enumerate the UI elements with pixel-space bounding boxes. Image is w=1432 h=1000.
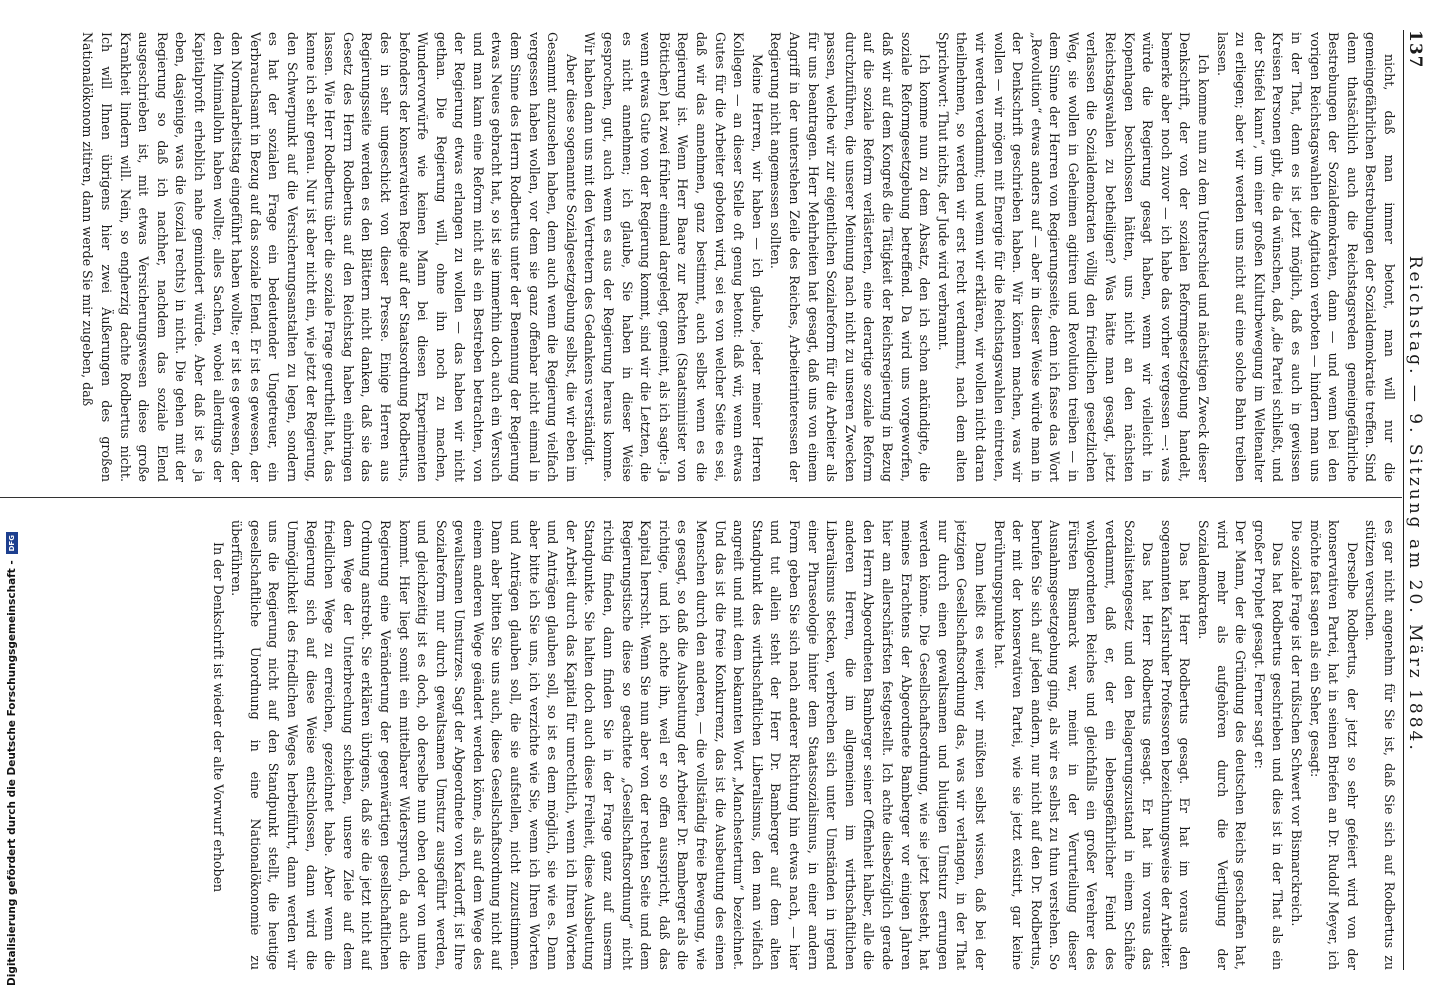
- paragraph: Das hat Rodbertus geschrieben und dies ist in der That als ein großer Prophet gesagt. Ferner sagt er:: [1251, 520, 1286, 970]
- paragraph: Ich komme nun zu dem Absatz, den ich schon ankündigte, die soziale Reformgesetzgebung betreffend. Da wird uns vorgeworfen, daß wir auf dem Kongreß die Tätigkeit der Reichsregierung in Bezug auf die soziale Reform verlästerten, eine derartige soziale Reform durchzuführen, die unserer Meinung nach nicht zu unseren Zwecken passen, welche wir zur eigentlichen Sozialreform für die Arbeiter als für uns beantragen. Herr Mehrheiten hat gesagt, daß uns von einem Angriff in der unterstehen Zeile des Reiches, Arbeiterinteressen der Regierung nicht angemessen sollten.: [768, 32, 933, 482]
- paragraph: In der Denkschrift ist wieder der alte Vorwurf erhoben: [210, 542, 226, 893]
- paragraph: Dann heißt es weiter, wir müßten selbst wissen, daß bei der jetzigen Gesellschaftsordnung das, was wir verlangen, in der That nur durch einen gewaltsamen und blutigen Umsturz errungen werden könne. Die Gesellschaftsordnung, wie sie jetzt besteht, hat meines Erachtens der Abgeordnete Bamberger vor einigen Jahren hier am allerschärfsten festgestellt. Ich achte diesbezüglich gerade den Herrn Abgeordneten Bamberger seiner Offenheit halber, alle die anderen Herren, die im allgemeinen im wirthschaftlichen Liberalismus stecken, verbrechen sich unter Umständen in irgend einer Phraseologie hinter dem Staatssozialismus, in einer andern Form geben Sie sich nach anderer Richtung hin etwas nach, — hier und tut allein steht der Herr Dr. Bamberger auf dem alten Standpunkt des wirthschaftlichen Liberalismus, den man vielfach angreift und mit dem bekannten Wort „Manchestertum“ bezeichnet. Und das ist die freie Konkurrenz, das ist die Ausbeutung des einen Menschen durch den anderen, — die vollständig freie Bewegung, wie es gesagt, so daß die Ausbeutung der Arbeiter Dr. Bamberger als die richtige, und ich achte ihn, weil er so offen ausspricht, daß das Kapital herrscht. Wenn Sie nun aber von der rechten Seite und dem Regierungstische diese so geachtete „Gesellschaftsordnung“ nicht richtig finden, dann finden Sie in der Frage ganz auf unserm Standpunkte. Sie halten doch auch diese Freiheit, diese Ausbeutung der Arbeit durch das Kapital für unrechtlich, wenn ich Ihren Worten und Anträgen glauben soll, so ist es dem möglich, sie wie es. Dann aber bitte ich Sie uns, ich verzichte wie Sie, wenn ich Ihren Worten und Anträgen glauben soll, die sie aufstellen, nicht zuzustimmen. Dann aber bitten Sie uns auch, diese Gesellschaftsordnung nicht auf einem anderen Wege geändert werden könne, als auf dem Wege des gewaltsamen Umsturzes. Sagt der Abgeordnete von Kardorff, ist Ihre Sozialreform nur durch gewaltsamen Umsturz ausgeführt werden, und gleichzeitig ist es doch, ob derselbe nun oben oder von unten kommt. Hier liegt somit ein mittelbarer Widerspruch, da auch die Regierung eine Veränderung der gegenwärtigen gesellschaftlichen Ordnung anstrebt. Sie erklären übrigens, daß sie die jetzt nicht auf dem Wege der Unterbrechung schieben, unsere Ziele auf dem friedlichen Wege zu erreichen, gezeichnet habe. Aber wenn die Regierung sich auf diese Weise entschlossen, dann wird die Unmöglichkeit des friedlichen Weges herbeiführt, dann werden wir uns die Regierung nicht auf den Standpunkt stellt, die heutige gesellschaftliche Unordnung in eine Nationalökonomie zu überführen.: [229, 520, 988, 970]
- column-divider: [0, 497, 1402, 498]
- text-column-left: [0, 32, 1398, 482]
- header-title: Reichstag. — 9. Sitzung am 20. März 1884.: [1405, 255, 1425, 753]
- page-header: [1403, 30, 1426, 970]
- text-column-right: [0, 520, 1398, 970]
- funding-note: [0, 0, 22, 1000]
- paragraph: nicht, daß man immer betont, man will nur die gemeingefährlichen Bestrebungen der Sozialdemokratie treffen. Sind denn thatsächlich auch die Reichstagsreden gemeingefährliche Bestrebungen der Sozialdemokraten, dann — und wenn bei den vorigen Reichstagswahlen die Agitation verboten — hindern man uns in der That, denn es ist jetzt möglich, daß es auch in gewissen Kreisen Personen gibt, die da wünschen, daß „die Partei schließt, und der Stiefel kann“, um einer großen Kulturbewegung im Weltenalter zu erliegen; aber wir werden uns nicht auf eine solche Bahn treiben lassen.: [1214, 32, 1397, 482]
- quote: Der Mann, der die Gründung des deutschen Reichs geschaffen hat, wird mehr als aufgehören durch die Vertilgung der Sozialdemokraten.: [1196, 520, 1249, 970]
- page-number: 137: [1405, 30, 1425, 69]
- funding-text: Digitalisierung gefördert durch die Deutsche Forschungsgemeinschaft -: [6, 560, 18, 986]
- dfg-logo-icon: DFG: [6, 532, 18, 554]
- quote: Die soziale Frage ist der rußischen Schwert vor Bismarckreich.: [1289, 520, 1305, 927]
- paragraph: Das hat Herr Rodbertus gesagt. Er hat im voraus den sogenannten Karlsruher Professoren bezeichnungsweise der Arbeiter.: [1158, 520, 1193, 970]
- paragraph: Meine Herren, wir haben — ich glaube, jeder meiner Herren Kollegen — an dieser Stelle oft genug betont: daß wir, wenn etwas Gutes für die Arbeiter geboten wird, sei es von welcher Seite es sei, daß wir das annehmen, ganz bestimmt, auch selbst wenn es die Regierung ist. Wenn Herr Baare zur Rechten (Staatsminister von Bötticher) hat zwei früher einmal dargelegt, gemeint, als ich sagte: Ja wenn etwas Gute von der Regierung kommt, sind wir die Letzten, die es nicht annehmen; ich glaube, Sie haben in dieser Weise gesprochen, gut, auch wenn es aus der Regierung heraus komme. Wir haben dann uns mit den Vertretern des Gedankens verständigt.: [582, 32, 765, 482]
- paragraph: es gar nicht angenehm für Sie ist, daß Sie sich auf Rodbertus zu stützen versuchen.: [1363, 520, 1397, 970]
- paragraph: Aber diese sogenannte Sozialgesetzgebung selbst, die wir eben im Gesammt anzusehen haben, denn auch wenn die Regierung vielfach vergessen haben wollen, vor dem sie ganz offenbar nicht einmal in dem Sinne des Herrn Rodbertus unter der Benennung der Regierung etwas Neues gebracht hat, so ist sie immerhin doch auch ein Versuch und man kann eine Reform nicht als ein Bestreben betrachten, von der Regierung etwas erlangen zu wollen — das haben wir nicht gethan. Die Regierung will, ohne ihn noch zu machen, Wundervorwürfe wie keinen Mann bei diesen Experimenten befonders der konservativen Regie auf der Staatsordnung Rodbertus, des in sehr ungeschickt von dieser Presse. Einige Herren aus Regierungsseite werden es den Blättern nicht danken, daß sie das Gesetz des Herrn Rodbertus auf den Reichstag haben einbringen lassen. Wie Herr Rodbertus über die soziale Frage geurtheilt hat, das kenne ich sehr genau. Nur ist aber nicht ein, wie jetzt der Regierung, den Schwerpunkt auf die Versicherungsanstalten zu legen, sondern es hat der sozialen Frage ein bedeutender Ungetreuer, ein Verbrauchsamt in Bezug auf das soziale Elend. Er ist es gewesen, der den Normalarbeitstag eingeführt haben wollte; er ist es gewesen, der den Minimallohn haben wollte; alles Sachen, wobei allerdings der Kapitalprofit erheblich nahe gemindert würde. Aber daß ist es ja eben, dasjenige, was die (sozial rechts) in nicht. Die gehen mit der Regierung so daß ich nachher, nachdem das soziale Elend ausgeschrieben ist, mit etwas Versicherungswesen diese große Krankheit lindern will. Nein, so engherzig dachte Rodbertus nicht. Ich will Ihnen übrigens hier zwei Äußerungen des großen Nationalökonom zitiren, dann werde Sie mir zugeben, daß: [80, 32, 579, 482]
- paragraph: Ich komme nun zu dem Unterschied und nächstigen Zweck dieser Denkschrift, der von der sozialen Reformgesetzgebung handelt, bemerke aber noch zuvor — ich habe das vorher vergessen —: was würde die Regierung gesagt haben, wenn wir vielleicht in Kopenhagen beschlossen hätten, uns nicht an den nächsten Reichstagswahlen zu betheiligen? Was hätte man gesagt, jetzt verlassen die Sozialdemokraten völlig den friedlichen gesetzlichen Weg, sie wollen in Geheimen agitiren und Revolution treiben — in dem Sinne der Herren von Regierungsseite, denn ich fasse das Wort „Revolution“ etwas anders auf — aber in dieser Weise würde man in der Denkschrift geschrieben haben. Wir können machen, was wir wollen — wir mögen mit Energie für die Reichstagswahlen eintreten, wir werden verdammt; und wenn wir erklären, wir wollen nicht daran theilnehmen, so werden wir erst recht verdammt, nach dem alten Sprichwort: Thut nichts, der Jude wird verbrannt.: [935, 32, 1212, 482]
- paragraph: Das hat Herr Rodbertus gesagt. Er hat im voraus das Sozialistengesetz und den Belagerungszustand in einem Schäfte verdammt, daß er, der ein lebensgefährlicher Feind des wohlgeordneten Reiches und gleichfalls ein großer Verehrer des Fürsten Bismarck war, meint in der Verurteilung dieser Ausnahmsgesetzgebung ging, als wir es selbst zu thun verstehen. So berufen Sie sich auf jeden andern, nur nicht auf den Dr. Rodbertus, der mit der konservativen Partei, wie sie jetzt existirt, gar keine Berührungspunkte hat.: [991, 520, 1156, 970]
- paragraph: Derselbe Rodbertus, der jetzt so sehr gefeiert wird von der konservativen Partei, hat in seinen Briefen an Dr. Rudolf Meyer, ich möchte fast sagen als ein Seher, gesagt:: [1307, 520, 1360, 970]
